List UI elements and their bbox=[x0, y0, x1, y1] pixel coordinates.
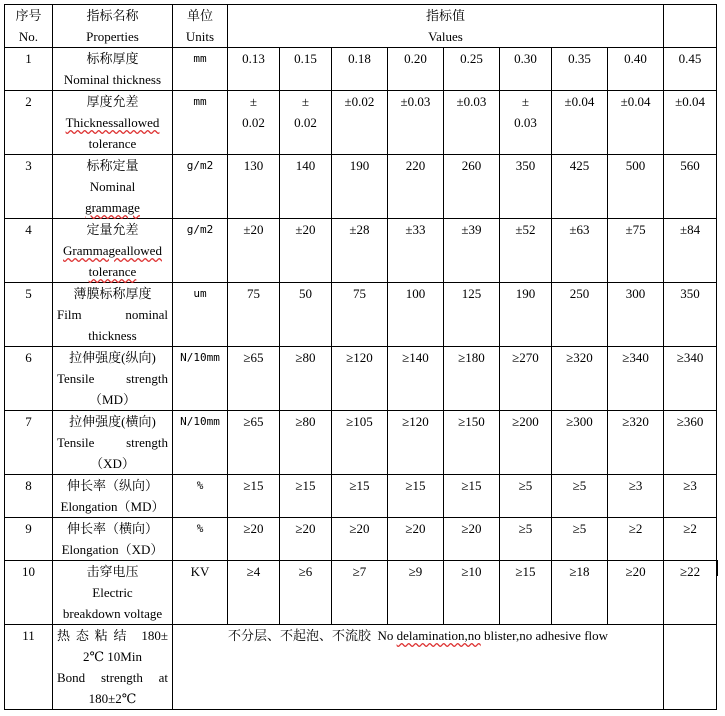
row-unit: mm bbox=[173, 91, 228, 155]
value-cell: ≥140 bbox=[388, 347, 444, 411]
row-unit: N/10mm bbox=[173, 411, 228, 475]
row-property: 标称厚度 Nominal thickness bbox=[53, 48, 173, 91]
value-cell: 0.15 bbox=[280, 48, 332, 91]
table-row bbox=[5, 561, 717, 625]
row-no: 7 bbox=[5, 411, 53, 475]
value-cell: 350 bbox=[664, 283, 717, 347]
empty-cell bbox=[664, 625, 717, 710]
value-cell: ≥22 bbox=[664, 561, 717, 625]
value-cell: ± 0.02 bbox=[280, 91, 332, 155]
value-cell: ≥15 bbox=[388, 475, 444, 518]
value-cell: 0.45 bbox=[664, 48, 717, 91]
value-cell: ≥360 bbox=[664, 411, 717, 475]
value-cell: ≥80 bbox=[280, 347, 332, 411]
value-cell: ≥4 bbox=[228, 561, 280, 625]
row-unit: mm bbox=[173, 48, 228, 91]
value-cell: ≥20 bbox=[228, 518, 280, 561]
value-cell: ±75 bbox=[608, 219, 664, 283]
row-property: 标称定量 Nominal grammage bbox=[53, 155, 173, 219]
value-cell: ≥20 bbox=[444, 518, 500, 561]
row-property: 热态粘结 180± 2℃ 10Min Bond strength at 180±2℃ bbox=[53, 625, 173, 710]
value-cell: ±0.04 bbox=[664, 91, 717, 155]
value-cell: ≥180 bbox=[444, 347, 500, 411]
value-cell: ≥15 bbox=[280, 475, 332, 518]
value-cell: ≥5 bbox=[552, 518, 608, 561]
row-no: 6 bbox=[5, 347, 53, 411]
value-cell: ≥150 bbox=[444, 411, 500, 475]
header-properties: 指标名称 Properties bbox=[53, 5, 173, 48]
row-property: 薄膜标称厚度 Film nominal thickness bbox=[53, 283, 173, 347]
row-no: 8 bbox=[5, 475, 53, 518]
value-cell: ±0.02 bbox=[332, 91, 388, 155]
table-row bbox=[5, 155, 717, 219]
header-empty bbox=[664, 5, 717, 48]
value-cell: ≥10 bbox=[444, 561, 500, 625]
value-cell: ±0.03 bbox=[388, 91, 444, 155]
value-cell: 0.25 bbox=[444, 48, 500, 91]
value-cell: ≥6 bbox=[280, 561, 332, 625]
row-unit: g/m2 bbox=[173, 219, 228, 283]
value-cell: ≥340 bbox=[664, 347, 717, 411]
header-units: 单位 Units bbox=[173, 5, 228, 48]
row-no: 2 bbox=[5, 91, 53, 155]
value-cell: ≥5 bbox=[500, 518, 552, 561]
value-cell: ≥320 bbox=[608, 411, 664, 475]
value-cell: ±39 bbox=[444, 219, 500, 283]
value-cell: 260 bbox=[444, 155, 500, 219]
value-cell: ≥5 bbox=[552, 475, 608, 518]
value-cell: ±84 bbox=[664, 219, 717, 283]
row-no: 9 bbox=[5, 518, 53, 561]
value-cell: ≥320 bbox=[552, 347, 608, 411]
value-cell: ±20 bbox=[280, 219, 332, 283]
value-cell: 50 bbox=[280, 283, 332, 347]
value-cell: 75 bbox=[228, 283, 280, 347]
value-cell: 425 bbox=[552, 155, 608, 219]
value-cell: ≥20 bbox=[388, 518, 444, 561]
table-row bbox=[5, 518, 717, 561]
row-property: 拉伸强度(横向) Tensile strength （XD） bbox=[53, 411, 173, 475]
row-no: 4 bbox=[5, 219, 53, 283]
value-cell: ≥65 bbox=[228, 411, 280, 475]
row-property: 伸长率（横向） Elongation（XD） bbox=[53, 518, 173, 561]
value-cell: ≥20 bbox=[280, 518, 332, 561]
value-cell: ≥3 bbox=[664, 475, 717, 518]
value-cell: ≥7 bbox=[332, 561, 388, 625]
value-cell: ± 0.02 bbox=[228, 91, 280, 155]
value-cell: ≥15 bbox=[332, 475, 388, 518]
value-cell: ≥3 bbox=[608, 475, 664, 518]
value-cell: ≥80 bbox=[280, 411, 332, 475]
value-cell: ≥9 bbox=[388, 561, 444, 625]
value-cell: ≥120 bbox=[332, 347, 388, 411]
table-row bbox=[5, 48, 717, 91]
value-cell: ±28 bbox=[332, 219, 388, 283]
table-row bbox=[5, 625, 717, 710]
value-cell: 190 bbox=[500, 283, 552, 347]
row-property: 厚度允差 Thicknessallowed tolerance bbox=[53, 91, 173, 155]
table-row bbox=[5, 347, 717, 411]
value-cell: ≥2 bbox=[608, 518, 664, 561]
row-property: 定量允差 Grammageallowed tolerance bbox=[53, 219, 173, 283]
row-unit: um bbox=[173, 283, 228, 347]
row-no: 10 bbox=[5, 561, 53, 625]
value-cell: ≥120 bbox=[388, 411, 444, 475]
value-cell: 0.18 bbox=[332, 48, 388, 91]
value-cell: ≥340 bbox=[608, 347, 664, 411]
value-cell: ≥270 bbox=[500, 347, 552, 411]
value-cell: 0.13 bbox=[228, 48, 280, 91]
table-row bbox=[5, 91, 717, 155]
value-cell: ±33 bbox=[388, 219, 444, 283]
value-cell: 190 bbox=[332, 155, 388, 219]
value-cell: 130 bbox=[228, 155, 280, 219]
value-cell: ≥15 bbox=[444, 475, 500, 518]
value-cell: ±20 bbox=[228, 219, 280, 283]
row-unit: % bbox=[173, 518, 228, 561]
value-cell: 300 bbox=[608, 283, 664, 347]
header-values: 指标值 Values bbox=[228, 5, 664, 48]
value-cell: 350 bbox=[500, 155, 552, 219]
row-unit: g/m2 bbox=[173, 155, 228, 219]
value-cell: 125 bbox=[444, 283, 500, 347]
row-unit: N/10mm bbox=[173, 347, 228, 411]
header-row bbox=[5, 5, 717, 48]
row-no: 5 bbox=[5, 283, 53, 347]
value-cell: ±0.04 bbox=[608, 91, 664, 155]
value-cell: ±0.03 bbox=[444, 91, 500, 155]
value-cell: 0.40 bbox=[608, 48, 664, 91]
value-cell: 0.20 bbox=[388, 48, 444, 91]
value-cell: ≥15 bbox=[500, 561, 552, 625]
value-cell: ≥15 bbox=[228, 475, 280, 518]
row-property: 击穿电压 Electric breakdown voltage bbox=[53, 561, 173, 625]
text-cursor-mark bbox=[717, 560, 718, 576]
value-cell: 0.30 bbox=[500, 48, 552, 91]
value-cell: ≥2 bbox=[664, 518, 717, 561]
value-cell: ≥105 bbox=[332, 411, 388, 475]
value-cell: ≥18 bbox=[552, 561, 608, 625]
table-row bbox=[5, 219, 717, 283]
value-cell: ±63 bbox=[552, 219, 608, 283]
row-unit: KV bbox=[173, 561, 228, 625]
value-cell: 220 bbox=[388, 155, 444, 219]
value-cell: 560 bbox=[664, 155, 717, 219]
value-cell: ≥200 bbox=[500, 411, 552, 475]
row-unit: % bbox=[173, 475, 228, 518]
value-cell: 250 bbox=[552, 283, 608, 347]
table-row bbox=[5, 475, 717, 518]
value-cell: 500 bbox=[608, 155, 664, 219]
row-no: 1 bbox=[5, 48, 53, 91]
value-cell: ≥20 bbox=[332, 518, 388, 561]
row-property: 拉伸强度(纵向) Tensile strength （MD） bbox=[53, 347, 173, 411]
value-cell: ±0.04 bbox=[552, 91, 608, 155]
value-cell: 100 bbox=[388, 283, 444, 347]
value-cell: ≥300 bbox=[552, 411, 608, 475]
spec-table bbox=[4, 4, 717, 710]
value-cell: 0.35 bbox=[552, 48, 608, 91]
value-cell: ≥20 bbox=[608, 561, 664, 625]
header-no: 序号 No. bbox=[5, 5, 53, 48]
value-cell: ≥5 bbox=[500, 475, 552, 518]
value-cell: ± 0.03 bbox=[500, 91, 552, 155]
row-property: 伸长率（纵向） Elongation（MD） bbox=[53, 475, 173, 518]
value-cell: ≥65 bbox=[228, 347, 280, 411]
value-cell: 140 bbox=[280, 155, 332, 219]
row-no: 3 bbox=[5, 155, 53, 219]
row-no: 11 bbox=[5, 625, 53, 710]
table-row bbox=[5, 411, 717, 475]
row-note: 不分层、不起泡、不流胶 No delamination,no blister,no adhesive flow bbox=[173, 625, 664, 710]
value-cell: ±52 bbox=[500, 219, 552, 283]
value-cell: 75 bbox=[332, 283, 388, 347]
table-row bbox=[5, 283, 717, 347]
